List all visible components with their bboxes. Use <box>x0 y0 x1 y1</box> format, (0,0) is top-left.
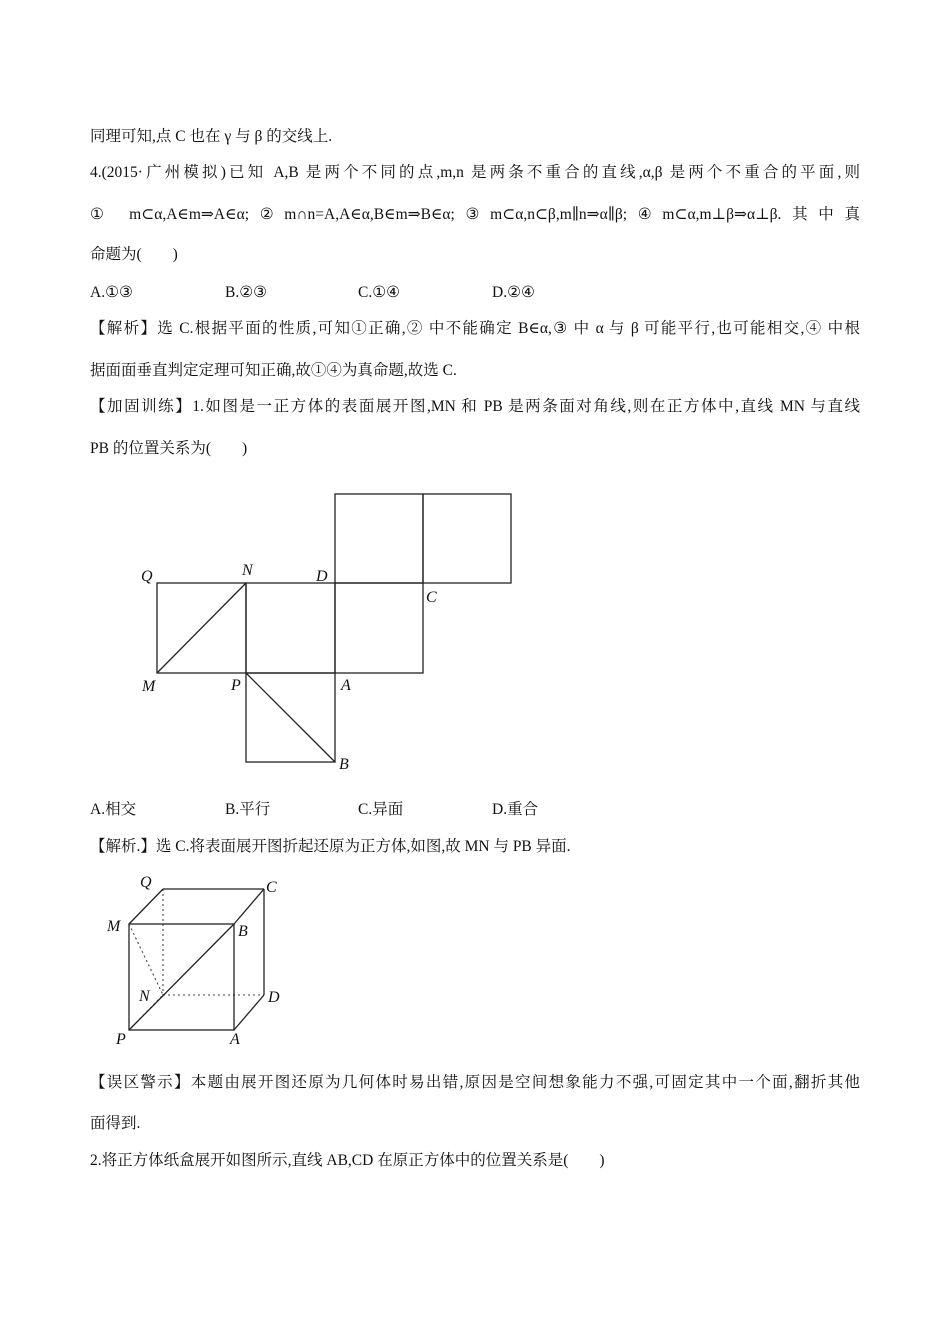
option-d: D.②④ <box>492 284 535 301</box>
label-p: P <box>231 677 241 694</box>
cube-label-a: A <box>230 1031 240 1048</box>
label-n: N <box>242 562 253 579</box>
text-line: 同理可知,点 C 也在 γ 与 β 的交线上. <box>90 128 333 145</box>
option-c: C.①④ <box>358 284 401 301</box>
option-d: D.重合 <box>492 801 539 818</box>
label-d: D <box>316 568 328 585</box>
option-c: C.异面 <box>358 801 404 818</box>
label-m: M <box>142 678 156 695</box>
cube-label-d: D <box>268 989 280 1006</box>
practice-1-stem: 【加固训练】1.如图是一正方体的表面展开图,MN 和 PB 是两条面对角线,则在正方体中,直线 MN 与直线 <box>90 398 860 415</box>
practice-1-solution: 【解析.】选 C.将表面展开图折起还原为正方体,如图,故 MN 与 PB 异面. <box>90 838 571 855</box>
net-square <box>335 583 423 673</box>
question-4-stem: 4.(2015·广州模拟)已知 A,B 是两个不同的点,m,n 是两条不重合的直线,α,β 是两个不重合的平面,则 <box>90 164 860 181</box>
question-4-solution: 【解析】选 C.根据平面的性质,可知①正确,② 中不能确定 B∈α,③ 中 α 与 β 可能平行,也可能相交,④ 中根 <box>90 320 860 337</box>
option-a: A.相交 <box>90 801 137 818</box>
error-warning-cont: 面得到. <box>90 1115 141 1132</box>
net-square <box>423 494 511 583</box>
cube-diagonal-mn <box>129 924 163 995</box>
practice-2-stem: 2.将正方体纸盒展开如图所示,直线 AB,CD 在原正方体中的位置关系是( ) <box>90 1152 605 1169</box>
option-b: B.平行 <box>225 801 271 818</box>
question-4-stem-cont: ① m⊂α,A∈m⇒A∈α;②m∩n=A,A∈α,B∈m⇒B∈α;③m⊂α,n⊂β,m∥n⇒α∥β;④m⊂α,m⊥β⇒α⊥β.其中真 <box>90 206 860 223</box>
error-warning: 【误区警示】本题由展开图还原为几何体时易出错,原因是空间想象能力不强,可固定其中一个面,翻折其他 <box>90 1074 860 1091</box>
cube-label-q: Q <box>140 874 152 891</box>
cube-label-c: C <box>266 879 277 896</box>
question-4-solution-cont: 据面面垂直判定定理可知正确,故①④为真命题,故选 C. <box>90 362 457 379</box>
net-square <box>335 494 423 583</box>
label-q: Q <box>141 568 153 585</box>
label-a: A <box>341 677 351 694</box>
cube-label-m: M <box>107 918 121 935</box>
cube-diagonal-pb <box>129 924 234 1030</box>
diagonal-mn <box>157 583 246 673</box>
cube-label-n: N <box>139 988 150 1005</box>
label-b: B <box>339 756 349 773</box>
net-square <box>246 583 335 673</box>
diagonal-pb <box>246 673 335 762</box>
practice-1-stem-cont: PB 的位置关系为( ) <box>90 440 248 457</box>
option-a: A.①③ <box>90 284 133 301</box>
cube-label-p: P <box>116 1031 126 1048</box>
question-4-stem-end: 命题为( ) <box>90 246 178 263</box>
option-b: B.②③ <box>225 284 268 301</box>
cube-label-b: B <box>238 923 248 940</box>
label-c: C <box>426 589 437 606</box>
